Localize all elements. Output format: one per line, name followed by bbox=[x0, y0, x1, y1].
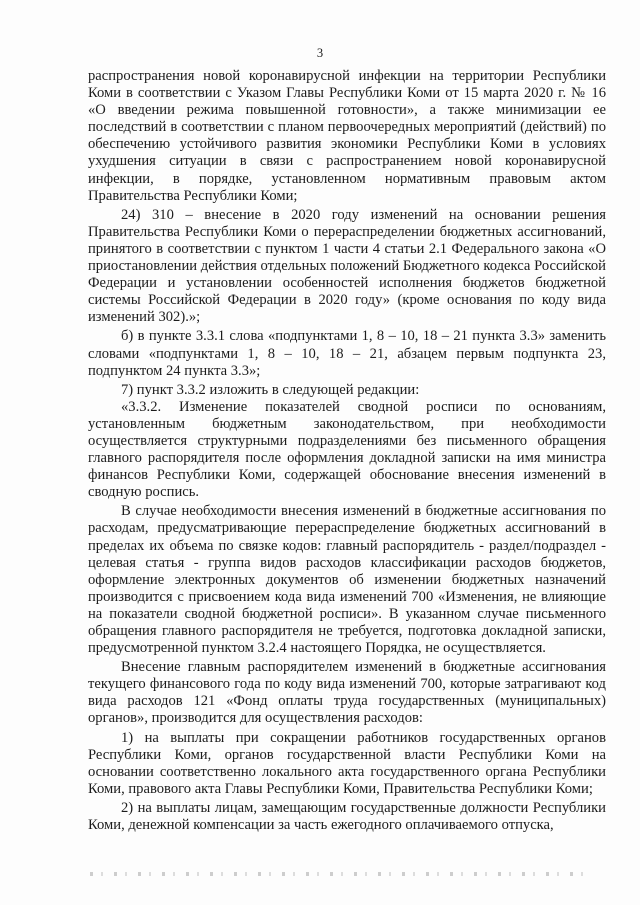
paragraph-subitem-2: 2) на выплаты лицам, замещающим государственные должности Республики Коми, денежной компенсации за часть ежегодного оплачиваемого отпуска, bbox=[88, 799, 606, 834]
paragraph-subitem-1: 1) на выплаты при сокращении работников государственных органов Республики Коми, органов государственной власти Республики Коми на основании соответственно локального акта государственного органа Республики Коми, правового акта Главы Республики Коми, Правительства Республики Коми; bbox=[88, 729, 606, 797]
paragraph-3-3-2: «3.3.2. Изменение показателей сводной росписи по основаниям, установленным бюджетным законодательством, при необходимости осуществляется структурными подразделениями без письменного обращения главного распорядителя после оформления докладной записки на имя министра финансов Республики Коми, содержащей обоснование внесения изменений в сводную роспись. bbox=[88, 398, 606, 501]
paragraph-item-7: 7) пункт 3.3.2 изложить в следующей редакции: bbox=[121, 381, 420, 398]
paragraph-redistribution: В случае необходимости внесения изменений в бюджетные ассигнования по расходам, предусматривающие перераспределение бюджетных ассигнований в пределах их объема по связке кодов: главный распорядитель - раздел/подраздел - целевая статья - группа видов расходов классификации расходов бюджетов, оформление электронных документов об изменении бюджетных назначений производится с присвоением кода вида изменений 700 «Изменения, не влияющие на показатели сводной бюджетной росписи». В указанном случае письменного обращения главного распорядителя не требуется, подготовка докладной записки, предусмотренной пунктом 3.2.4 настоящего Порядка, не осуществляется. bbox=[88, 503, 606, 657]
paragraph-item-b: б) в пункте 3.3.1 слова «подпунктами 1, 8 – 10, 18 – 21 пункта 3.3» заменить словами «подпунктами 1, 8 – 10, 18 – 21, абзацем первым подпункта 23, подпунктом 24 пункта 3.3»; bbox=[88, 328, 606, 379]
paragraph-item-24: 24) 310 – внесение в 2020 году изменений на основании решения Правительства Республики Коми о перераспределении бюджетных ассигнований, принятого в соответствии с пунктом 1 части 4 статьи 2.1 Федерального закона «О приостановлении действия отдельных положений Бюджетного кодекса Российской Федерации и установлении особенностей исполнения бюджетов бюджетной системы Российской Федерации в 2020 году» (кроме основания по коду вида изменений 302).»; bbox=[88, 206, 606, 326]
scan-artifact bbox=[90, 872, 590, 876]
paragraph-code-700: Внесение главным распорядителем изменений в бюджетные ассигнования текущего финансового года по коду вида изменений 700, которые затрагивают код вида расходов 121 «Фонд оплаты труда государственных (муниципальных) органов», производится для осуществления расходов: bbox=[88, 659, 606, 727]
page-number: 3 bbox=[316, 46, 324, 60]
paragraph-continuation: распространения новой коронавирусной инфекции на территории Республики Коми в соответствии с Указом Главы Республики Коми от 15 марта 2020 г. № 16 «О введении режима повышенной готовности», а также минимизации ее последствий в соответствии с планом первоочередных мероприятий (действий) по обеспечению устойчивого развития экономики Республики Коми в условиях ухудшения ситуации в связи с распространением новой коронавирусной инфекции, в порядке, установленном нормативным правовым актом Правительства Республики Коми; bbox=[88, 68, 606, 204]
document-body bbox=[88, 68, 606, 834]
